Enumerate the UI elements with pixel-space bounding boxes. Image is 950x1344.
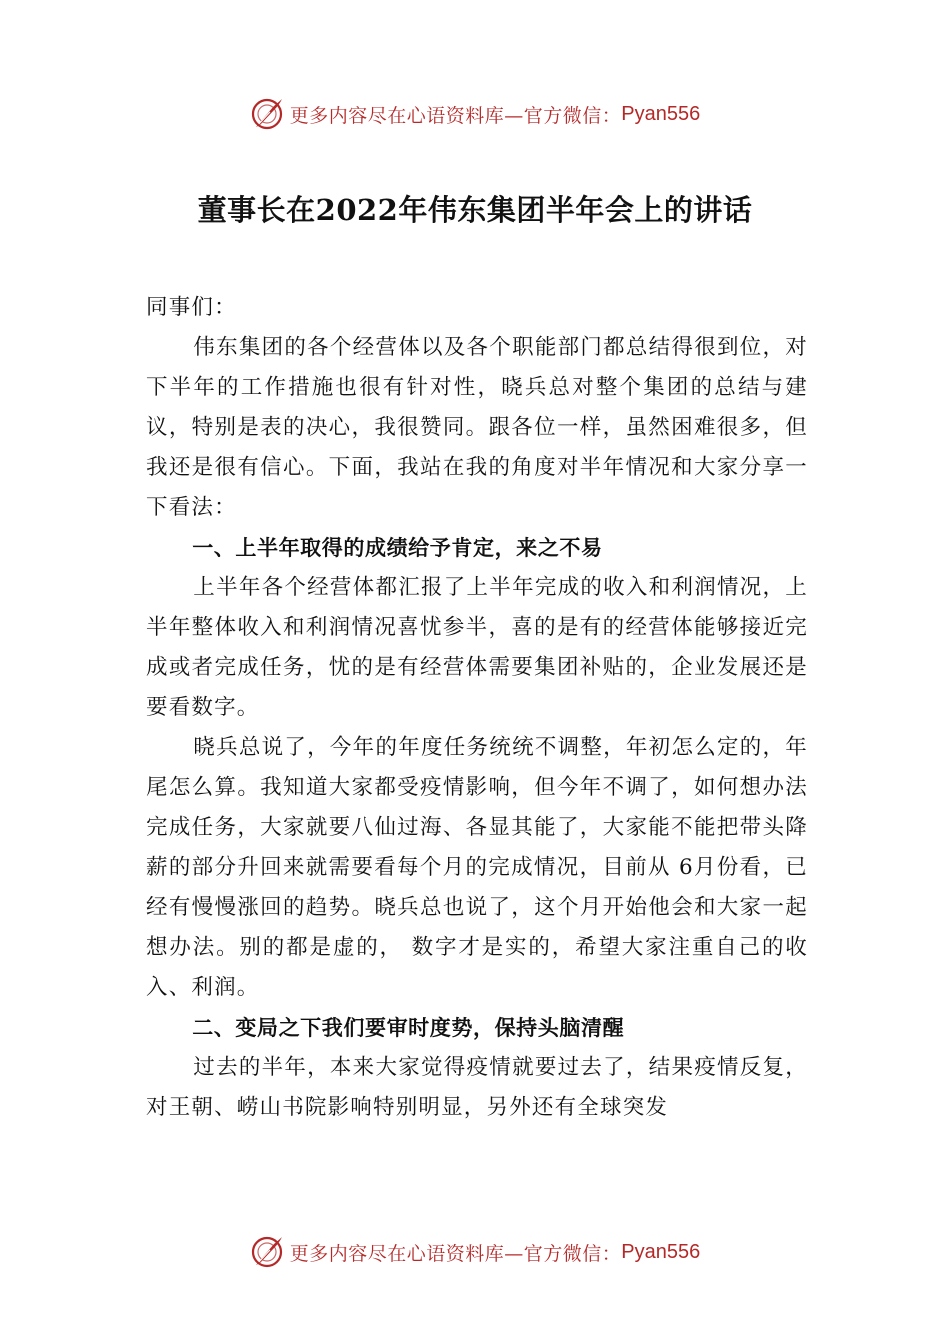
paragraph: 过去的半年，本来大家觉得疫情就要过去了，结果疫情反复，对王朝、崂山书院影响特别明显，另外还有全球突发: [146, 1055, 808, 1120]
watermark-wechat-id: Pyan556: [621, 1240, 701, 1263]
watermark-wechat-id: Pyan556: [621, 102, 701, 125]
paragraph: 伟东集团的各个经营体以及各个职能部门都总结得很到位，对下半年的工作措施也很有针对性，晓兵总对整个集团的总结与建议，特别是表的决心，我很赞同。跟各位一样，虽然困难很多，但我还是很有信心。下面，我站在我的角度对半年情况和大家分享一下看法：: [146, 335, 808, 520]
document-title: 董事长在2022年伟东集团半年会上的讲话: [197, 193, 753, 227]
quill-pen-seal-icon: [250, 1235, 284, 1269]
paragraph: 上半年各个经营体都汇报了上半年完成的收入和利润情况，上半年整体收入和利润情况喜忧参半，喜的是有的经营体能够接近完成或者完成任务，忧的是有经营体需要集团补贴的，企业发展还是要看数字。: [146, 575, 808, 720]
watermark-text: 更多内容尽在心语资料库—官方微信：: [289, 104, 622, 127]
section-heading: 一、上半年取得的成绩给予肯定，来之不易: [192, 536, 603, 560]
watermark-text: 更多内容尽在心语资料库—官方微信：: [289, 1242, 622, 1265]
section-heading: 二、变局之下我们要审时度势，保持头脑清醒: [192, 1016, 625, 1040]
quill-pen-seal-icon: [250, 97, 284, 131]
document-body: [146, 288, 808, 1128]
salutation: 同事们：: [146, 295, 237, 320]
watermark-header: [0, 94, 950, 134]
watermark-footer: [0, 1232, 950, 1272]
paragraph: 晓兵总说了，今年的年度任务统统不调整，年初怎么定的，年尾怎么算。我知道大家都受疫情影响，但今年不调了，如何想办法完成任务，大家就要八仙过海、各显其能了，大家能不能把带头降薪的部分升回来就需要看每个月的完成情况，目前从 6月份看，已经有慢慢涨回的趋势。晓兵总也说了，这个月开始他会和大家一起想办法。别的都是虚的， 数字才是实的，希望大家注重自己的收入、利润。: [146, 735, 808, 1000]
